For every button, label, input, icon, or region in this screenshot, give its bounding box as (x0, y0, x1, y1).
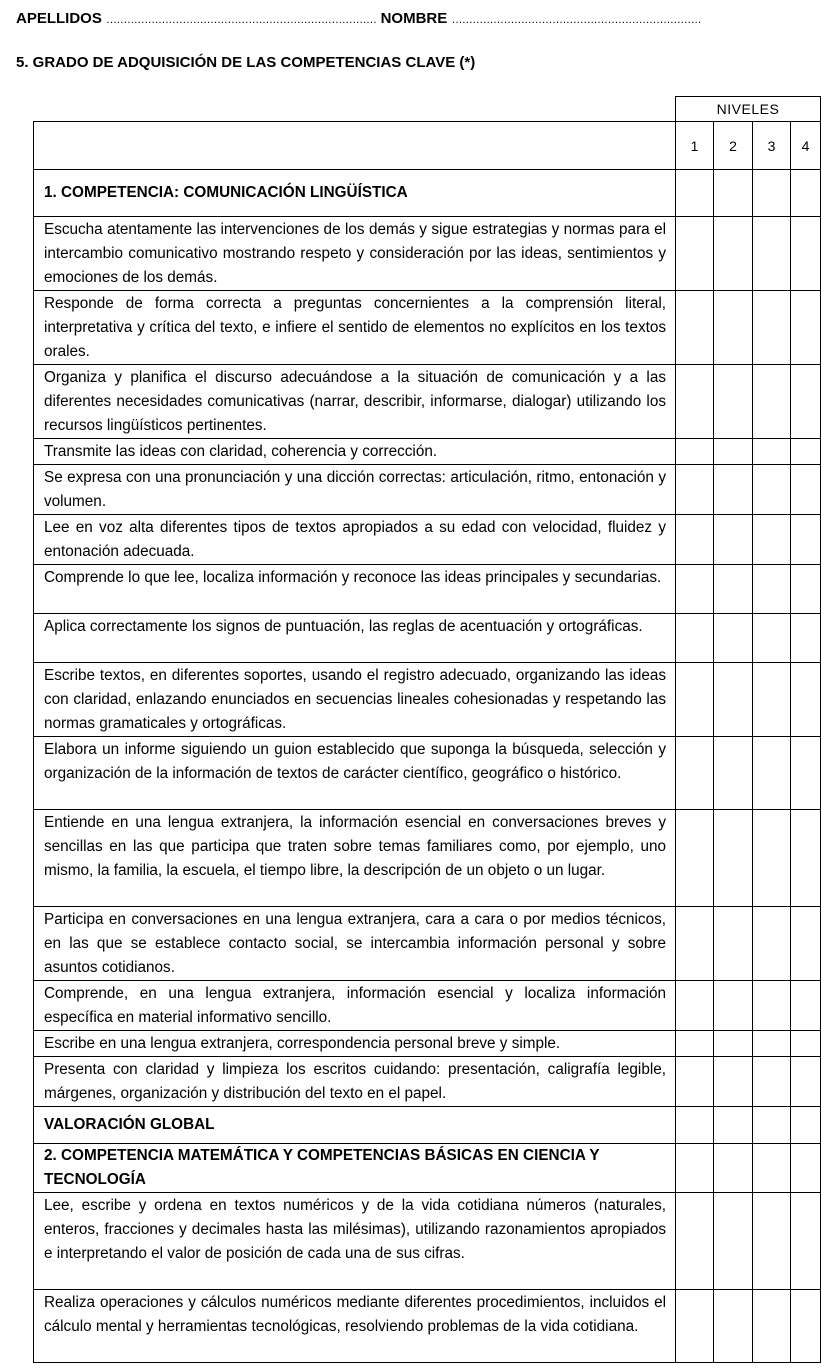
competence-heading: VALORACIÓN GLOBAL (34, 1107, 676, 1144)
criterion-text: Transmite las ideas con claridad, coherencia y corrección. (34, 439, 676, 465)
niveles-header: NIVELES (676, 97, 821, 122)
criterion-text: Elabora un informe siguiendo un guion establecido que suponga la búsqueda, selección y organización de la información de textos de carácter científico, geográfico o histórico. (34, 737, 676, 810)
level-1-cell[interactable] (676, 1193, 714, 1290)
competence-heading: 2. COMPETENCIA MATEMÁTICA Y COMPETENCIAS BÁSICAS EN CIENCIA Y TECNOLOGÍA (34, 1144, 676, 1193)
criterion-text: Escucha atentamente las intervenciones de los demás y sigue estrategias y normas para el intercambio comunicativo mostrando respeto y consideración por las ideas, sentimientos y emociones de los demás. (34, 217, 676, 291)
level-2-cell[interactable] (714, 810, 753, 907)
level-2-cell[interactable] (714, 1031, 753, 1057)
level-4-cell[interactable] (791, 663, 821, 737)
level-2-cell[interactable] (714, 291, 753, 365)
criterion-text: Comprende, en una lengua extranjera, información esencial y localiza información específica en material informativo sencillo. (34, 981, 676, 1031)
criterion-text: Entiende en una lengua extranjera, la información esencial en conversaciones breves y sencillas en las que participa que traten sobre temas familiares como, por ejemplo, uno mismo, la familia, la escuela, el tiempo libre, la descripción de un objeto o un lugar. (34, 810, 676, 907)
level-1-cell[interactable] (676, 810, 714, 907)
criterion-text: Escribe en una lengua extranjera, correspondencia personal breve y simple. (34, 1031, 676, 1057)
level-4-cell[interactable] (791, 439, 821, 465)
level-1-cell[interactable] (676, 439, 714, 465)
competence-heading: 1. COMPETENCIA: COMUNICACIÓN LINGÜÍSTICA (34, 170, 676, 217)
level-2-cell[interactable] (714, 1107, 753, 1144)
competence-heading-row (34, 170, 821, 217)
level-2-cell[interactable] (714, 465, 753, 515)
level-2-cell[interactable] (714, 515, 753, 565)
criterion-text: Lee, escribe y ordena en textos numéricos y de la vida cotidiana números (naturales, enteros, fracciones y decimales hasta las milésimas), utilizando razonamientos apropiados e interpretando el valor de posición de cada una de sus cifras. (34, 1193, 676, 1290)
level-1-cell[interactable] (676, 1031, 714, 1057)
level-2-cell[interactable] (714, 663, 753, 737)
level-3-cell[interactable] (753, 217, 791, 291)
level-3-cell[interactable] (753, 737, 791, 810)
apellidos-field[interactable]: …………………………………………………………………… (106, 14, 377, 26)
level-3-cell[interactable] (753, 515, 791, 565)
level-3-cell[interactable] (753, 465, 791, 515)
level-3-cell[interactable] (753, 810, 791, 907)
level-4-cell[interactable] (791, 1107, 821, 1144)
section-title: 5. GRADO DE ADQUISICIÓN DE LAS COMPETENCIAS CLAVE (*) (16, 54, 476, 71)
criterion-row (34, 1031, 821, 1057)
level-3-cell[interactable] (753, 439, 791, 465)
criterion-text: Aplica correctamente los signos de puntuación, las reglas de acentuación y ortográficas. (34, 614, 676, 663)
nombre-field[interactable]: ……………………………………………………………… (451, 14, 702, 26)
level-3-cell[interactable] (753, 1107, 791, 1144)
criterion-row (34, 663, 821, 737)
level-2-cell[interactable] (714, 614, 753, 663)
criterion-row (34, 737, 821, 810)
level-3-cell[interactable] (753, 1144, 791, 1193)
level-1-cell[interactable] (676, 614, 714, 663)
level-1-cell[interactable] (676, 565, 714, 614)
level-4-cell[interactable] (791, 810, 821, 907)
criterion-text: Responde de forma correcta a preguntas concernientes a la comprensión literal, interpretativa y crítica del texto, e infiere el sentido de elementos no explícitos en los textos orales. (34, 291, 676, 365)
criterion-row (34, 810, 821, 907)
level-4-cell[interactable] (791, 907, 821, 981)
level-1-cell[interactable] (676, 1290, 714, 1363)
level-4-cell[interactable] (791, 614, 821, 663)
empty-description-header (34, 122, 676, 170)
criterion-row (34, 439, 821, 465)
criterion-row (34, 1193, 821, 1290)
criterion-row (34, 614, 821, 663)
level-4-cell[interactable] (791, 1290, 821, 1363)
level-3-cell[interactable] (753, 1193, 791, 1290)
criterion-row (34, 1057, 821, 1107)
level-3-cell[interactable] (753, 663, 791, 737)
level-3-cell[interactable] (753, 907, 791, 981)
level-1-cell[interactable] (676, 1107, 714, 1144)
level-3-cell[interactable] (753, 170, 791, 217)
level-4-cell[interactable] (791, 465, 821, 515)
blank-cell (34, 97, 676, 122)
criterion-text: Participa en conversaciones en una lengua extranjera, cara a cara o por medios técnicos, en las que se establece contacto social, se intercambia información personal y sobre asuntos cotidianos. (34, 907, 676, 981)
criterion-row (34, 981, 821, 1031)
level-4-cell[interactable] (791, 981, 821, 1031)
criterion-row (34, 1290, 821, 1363)
level-3-cell[interactable] (753, 981, 791, 1031)
criterion-text: Realiza operaciones y cálculos numéricos mediante diferentes procedimientos, incluidos el cálculo mental y herramientas tecnológicas, resolviendo problemas de la vida cotidiana. (34, 1290, 676, 1363)
level-3-header: 3 (753, 122, 791, 170)
level-4-cell[interactable] (791, 1031, 821, 1057)
level-3-cell[interactable] (753, 1031, 791, 1057)
level-2-cell[interactable] (714, 737, 753, 810)
level-1-cell[interactable] (676, 515, 714, 565)
level-3-cell[interactable] (753, 365, 791, 439)
criterion-text: Escribe textos, en diferentes soportes, usando el registro adecuado, organizando las ideas con claridad, enlazando enunciados en secuencias lineales cohesionadas y respetando las normas gramaticales y ortográficas. (34, 663, 676, 737)
level-1-cell[interactable] (676, 1144, 714, 1193)
level-2-cell[interactable] (714, 907, 753, 981)
level-1-cell[interactable] (676, 217, 714, 291)
competencias-table-body (34, 97, 821, 1363)
level-2-cell[interactable] (714, 1144, 753, 1193)
criterion-text: Lee en voz alta diferentes tipos de textos apropiados a su edad con velocidad, fluidez y entonación adecuada. (34, 515, 676, 565)
level-1-cell[interactable] (676, 1057, 714, 1107)
nombre-label: NOMBRE (380, 10, 448, 27)
criterion-text: Presenta con claridad y limpieza los escritos cuidando: presentación, caligrafía legible, márgenes, organización y distribución del texto en el papel. (34, 1057, 676, 1107)
level-4-cell[interactable] (791, 1144, 821, 1193)
criterion-row (34, 515, 821, 565)
level-1-cell[interactable] (676, 365, 714, 439)
level-3-cell[interactable] (753, 1057, 791, 1107)
level-2-cell[interactable] (714, 1057, 753, 1107)
level-1-cell[interactable] (676, 465, 714, 515)
level-2-cell[interactable] (714, 170, 753, 217)
level-1-cell[interactable] (676, 907, 714, 981)
level-3-cell[interactable] (753, 291, 791, 365)
level-4-cell[interactable] (791, 217, 821, 291)
criterion-text: Comprende lo que lee, localiza información y reconoce las ideas principales y secundarias. (34, 565, 676, 614)
level-1-cell[interactable] (676, 663, 714, 737)
criterion-row (34, 365, 821, 439)
level-1-cell[interactable] (676, 737, 714, 810)
level-4-cell[interactable] (791, 170, 821, 217)
level-4-cell[interactable] (791, 565, 821, 614)
level-2-cell[interactable] (714, 365, 753, 439)
level-2-cell[interactable] (714, 981, 753, 1031)
level-4-cell[interactable] (791, 291, 821, 365)
apellidos-label: APELLIDOS (16, 10, 102, 27)
criterion-row (34, 565, 821, 614)
criterion-row (34, 465, 821, 515)
level-2-header: 2 (714, 122, 753, 170)
competence-heading-row (34, 1107, 821, 1144)
criterion-row (34, 291, 821, 365)
criterion-text: Organiza y planifica el discurso adecuándose a la situación de comunicación y a las diferentes necesidades comunicativas (narrar, describir, informarse, dialogar) utilizando los recursos lingüísticos pertinentes. (34, 365, 676, 439)
criterion-row (34, 907, 821, 981)
competence-heading-row (34, 1144, 821, 1193)
level-2-cell[interactable] (714, 217, 753, 291)
level-1-cell[interactable] (676, 291, 714, 365)
competencias-table (33, 96, 821, 1363)
level-1-header: 1 (676, 122, 714, 170)
level-3-cell[interactable] (753, 1290, 791, 1363)
level-2-cell[interactable] (714, 439, 753, 465)
level-3-cell[interactable] (753, 565, 791, 614)
level-1-cell[interactable] (676, 981, 714, 1031)
level-2-cell[interactable] (714, 1193, 753, 1290)
level-4-cell[interactable] (791, 1057, 821, 1107)
criterion-text: Se expresa con una pronunciación y una dicción correctas: articulación, ritmo, entonación y volumen. (34, 465, 676, 515)
criterion-row (34, 217, 821, 291)
niveles-header-row (34, 97, 821, 122)
level-2-cell[interactable] (714, 565, 753, 614)
level-1-cell[interactable] (676, 170, 714, 217)
level-4-cell[interactable] (791, 737, 821, 810)
student-header (16, 10, 816, 27)
level-4-cell[interactable] (791, 365, 821, 439)
level-4-cell[interactable] (791, 515, 821, 565)
level-numbers-row (34, 122, 821, 170)
level-4-header: 4 (791, 122, 821, 170)
level-4-cell[interactable] (791, 1193, 821, 1290)
level-3-cell[interactable] (753, 614, 791, 663)
level-2-cell[interactable] (714, 1290, 753, 1363)
